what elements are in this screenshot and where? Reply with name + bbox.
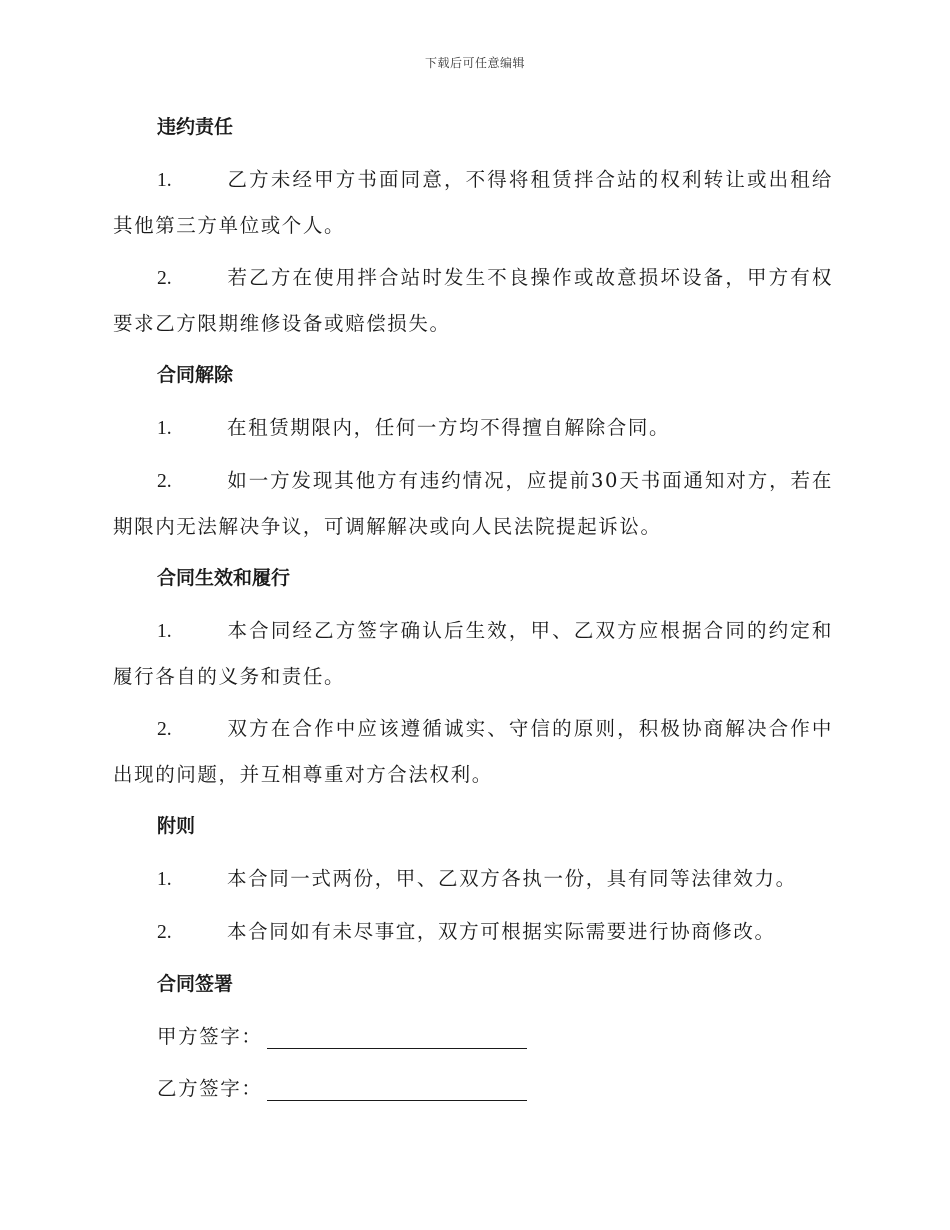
section-breach (113, 105, 833, 346)
section-effect-performance (113, 556, 833, 797)
section-title: 合同生效和履行 (157, 567, 291, 589)
clause (113, 405, 833, 451)
section-termination (113, 353, 833, 549)
clause-number: 2. (157, 922, 172, 943)
party-a-signature-label: 甲方签字： (157, 1025, 263, 1048)
clause-number: 2. (157, 471, 172, 492)
clause-text: 在租赁期限内，任何一方均不得擅自解除合同。 (227, 416, 671, 439)
signature-row-party-a (157, 1014, 833, 1059)
section-title: 附则 (157, 815, 196, 837)
clause-number: 2. (157, 268, 172, 289)
clause-number: 1. (157, 869, 172, 890)
clause-text: 本合同一式两份，甲、乙双方各执一份，具有同等法律效力。 (227, 867, 797, 890)
section-title: 合同签署 (157, 973, 234, 995)
clause-text: 本合同如有未尽事宜，双方可根据实际需要进行协商修改。 (227, 920, 776, 943)
clause-number: 1. (157, 621, 172, 642)
signature-row-party-b (157, 1066, 833, 1111)
section-supplementary (113, 804, 833, 955)
clause (113, 157, 833, 248)
clause (113, 255, 833, 346)
clause (113, 458, 833, 549)
party-b-signature-line[interactable] (267, 1070, 527, 1101)
clause (113, 856, 833, 902)
clause-text: 如一方发现其他方有违约情况，应提前30天书面通知对方，若在期限内无法解决争议，可调解解决或向人民法院提起诉讼。 (113, 469, 833, 538)
party-a-signature-line[interactable] (267, 1018, 527, 1049)
party-b-signature-label: 乙方签字： (157, 1077, 263, 1100)
clause-number: 1. (157, 418, 172, 439)
clause-number: 1. (157, 170, 172, 191)
page-header: 下载后可任意编辑 (424, 56, 525, 70)
clause (113, 706, 833, 797)
section-title: 违约责任 (157, 116, 234, 138)
clause (113, 909, 833, 955)
clause-text: 本合同经乙方签字确认后生效，甲、乙双方应根据合同的约定和履行各自的义务和责任。 (113, 619, 833, 688)
clause-text: 双方在合作中应该遵循诚实、守信的原则，积极协商解决合作中出现的问题，并互相尊重对方合法权利。 (113, 717, 833, 786)
document-body (113, 105, 833, 1118)
clause-number: 2. (157, 719, 172, 740)
clause (113, 608, 833, 699)
clause-text: 乙方未经甲方书面同意，不得将租赁拌合站的权利转让或出租给其他第三方单位或个人。 (113, 168, 833, 237)
section-signing (113, 962, 833, 1111)
clause-text: 若乙方在使用拌合站时发生不良操作或故意损坏设备，甲方有权要求乙方限期维修设备或赔偿损失。 (113, 266, 833, 335)
section-title: 合同解除 (157, 364, 234, 386)
